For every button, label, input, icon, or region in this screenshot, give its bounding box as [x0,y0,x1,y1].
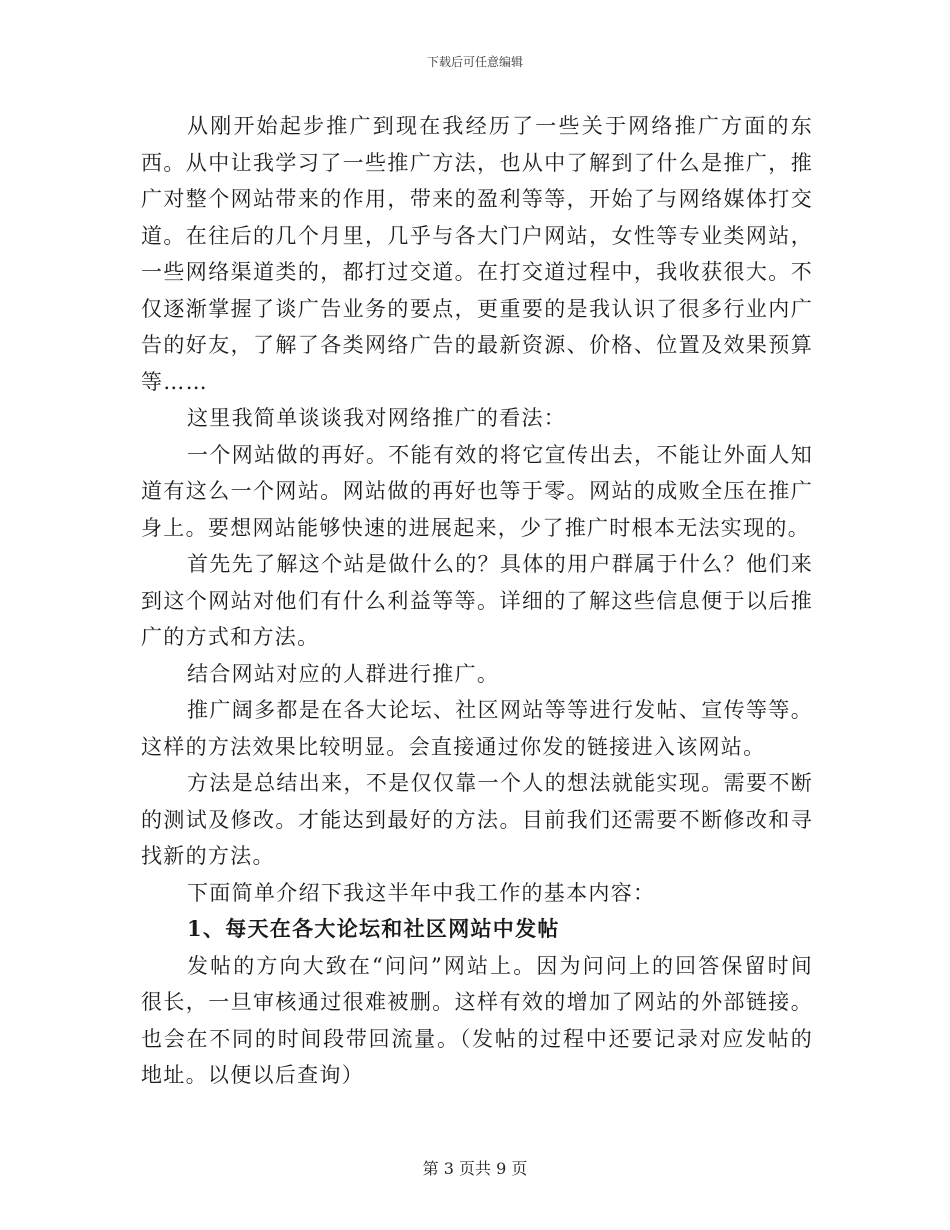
paragraph-methods: 方法是总结出来，不是仅仅靠一个人的想法就能实现。需要不断的测试及修改。才能达到最好的方法。目前我们还需要不断修改和寻找新的方法。 [141,771,813,868]
paragraph-target-audience: 结合网站对应的人群进行推广。 [187,661,500,686]
section-heading: 1、每天在各大论坛和社区网站中发帖 [187,916,560,941]
page-footer: 第 3 页共 9 页 [422,1159,528,1178]
document-body [141,108,813,1094]
paragraph-view-intro: 这里我简单谈谈我对网络推广的看法： [187,406,567,430]
paragraph-section-body: 发帖的方向大致在“问问”网站上。因为问问上的回答保留时间很长，一旦审核通过很难被删。这样有效的增加了网站的外部链接。也会在不同的时间段带回流量。（发帖的过程中还要记录对应发帖的地址。以便以后查询） [141,953,813,1087]
paragraph-work-intro: 下面简单介绍下我这半年中我工作的基本内容： [187,880,656,905]
paragraph-forum-posting: 推广阔多都是在各大论坛、社区网站等等进行发帖、宣传等等。这样的方法效果比较明显。会直接通过你发的链接进入该网站。 [141,698,813,759]
paragraph-understand-site: 首先先了解这个站是做什么的？具体的用户群属于什么？他们来到这个网站对他们有什么利益等等。详细的了解这些信息便于以后推广的方式和方法。 [141,552,813,649]
paragraph-intro: 从刚开始起步推广到现在我经历了一些关于网络推广方面的东西。从中让我学习了一些推广方法，也从中了解到了什么是推广，推广对整个网站带来的作用，带来的盈利等等，开始了与网络媒体打交道。在往后的几个月里，几乎与各大门户网站，女性等专业类网站，一些网络渠道类的，都打过交道。在打交道过程中，我收获很大。不仅逐渐掌握了谈广告业务的要点，更重要的是我认识了很多行业内广告的好友，了解了各类网络广告的最新资源、价格、位置及效果预算等…… [141,114,813,394]
paragraph-importance: 一个网站做的再好。不能有效的将它宣传出去，不能让外面人知道有这么一个网站。网站做的再好也等于零。网站的成败全压在推广身上。要想网站能够快速的进展起来，少了推广时根本无法实现的。 [141,442,813,540]
page-header: 下载后可任意编辑 [426,55,523,69]
